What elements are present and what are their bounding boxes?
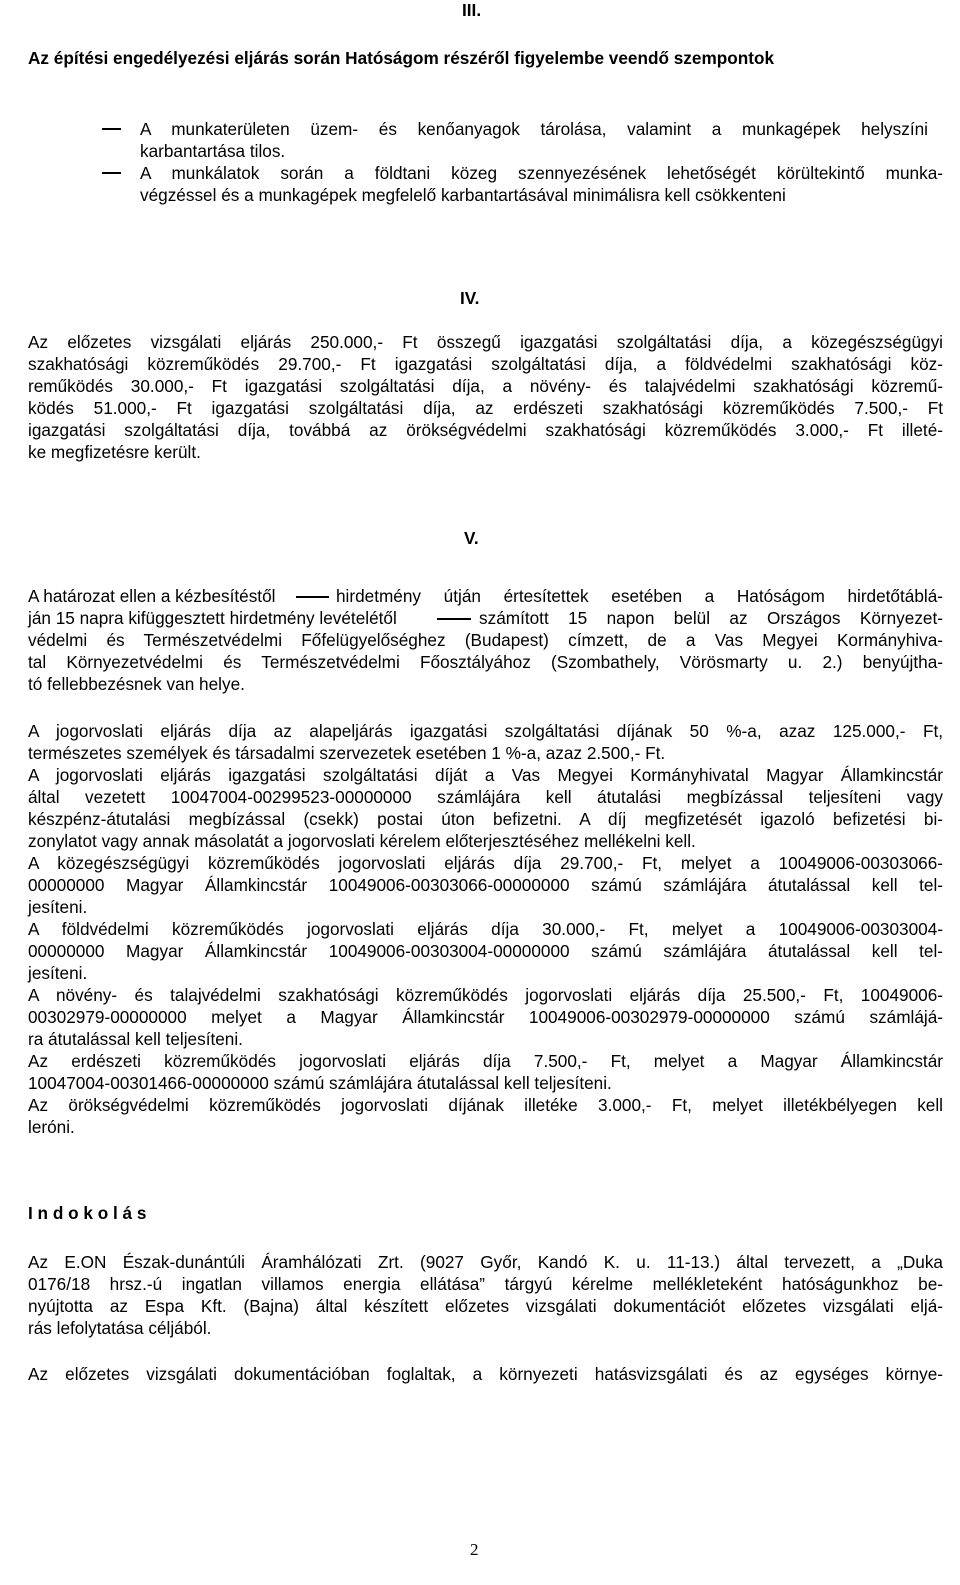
bullet-line: végzéssel és a munkagépek megfelelő karbantartásával minimálisra kell csökkenteni [140, 185, 786, 205]
indoklas-paragraph-2: Az előzetes vizsgálati dokumentációban foglaltak, a környezeti hatásvizsgálati és az egységes környe- [28, 1364, 943, 1384]
bullet-line: A munkálatok során a földtani közeg szennyezésének lehetőségét körültekintő munka- [140, 163, 943, 183]
text-line: Az erdészeti közreműködés jogorvoslati eljárás díja 7.500,- Ft, melyet a Magyar Államkincstár [28, 1051, 943, 1071]
em-dash [437, 618, 471, 620]
text-line: készpénz-átutalási megbízással (csekk) postai úton befizetni. A díj megfizetését igazoló befizetési bi- [28, 809, 943, 829]
text-line-part: számított 15 napon belül az Országos Környezet- [479, 608, 943, 628]
text-line: A jogorvoslati eljárás igazgatási szolgáltatási díját a Vas Megyei Kormányhivatal Magyar Államkincstár [28, 765, 943, 785]
text-line-part: hirdetmény útján értesítettek esetében a Hatóságom hirdetőtáblá- [336, 586, 943, 606]
text-line: tal Környezetvédelmi és Természetvédelmi Főosztályához (Szombathely, Vörösmarty u. 2.) benyújtha- [28, 652, 943, 672]
text-line: nyújtotta az Espa Kft. (Bajna) által készített előzetes vizsgálati dokumentációt előzetes vizsgálati eljá- [28, 1296, 943, 1316]
text-line: jesíteni. [28, 963, 88, 983]
section-heading-iv: IV. [460, 288, 480, 308]
text-line: A közegészségügyi közreműködés jogorvoslati eljárás díja 29.700,- Ft, melyet a 10049006-00303066- [28, 853, 943, 873]
indoklas-heading: I n d o k o l á s [28, 1203, 147, 1223]
text-line-part: ján 15 napra kifüggesztett hirdetmény levételétől [28, 608, 397, 628]
text-line: A földvédelmi közreműködés jogorvoslati eljárás díja 30.000,- Ft, melyet a 10049006-00303004- [28, 919, 943, 939]
em-dash [296, 596, 329, 598]
bullet-line: A munkaterületen üzem- és kenőanyagok tárolása, valamint a munkagépek helyszíni [140, 119, 928, 139]
text-line: reműködés 30.000,- Ft igazgatási szolgáltatási díja, a növény- és talajvédelmi szakhatósági közremű- [28, 376, 943, 396]
section-heading-iii: III. [462, 0, 482, 20]
bullet-line: karbantartása tilos. [140, 141, 286, 161]
text-line: Az örökségvédelmi közreműködés jogorvoslati díjának illetéke 3.000,- Ft, melyet illetékbélyegen kell [28, 1095, 943, 1115]
text-line: A növény- és talajvédelmi szakhatósági közreműködés jogorvoslati eljárás díja 25.500,- Ft, 10049006- [28, 985, 943, 1005]
text-line: rás lefolytatása céljából. [28, 1318, 212, 1338]
text-line: Az előzetes vizsgálati eljárás 250.000,- Ft összegű igazgatási szolgáltatási díja, a közegészségügyi [28, 332, 943, 352]
text-line: 10047004-00301466-00000000 számú számlájára átutalással kell teljesíteni. [28, 1073, 612, 1093]
text-line: leróni. [28, 1117, 75, 1137]
text-line: tó fellebbezésnek van helye. [28, 674, 245, 694]
text-line: természetes személyek és társadalmi szervezetek esetében 1 %-a, azaz 2.500,- Ft. [28, 743, 666, 763]
page-number: 2 [470, 1540, 479, 1559]
section-title-iii: Az építési engedélyezési eljárás során Hatóságom részéről figyelembe veendő szempontok [28, 48, 775, 68]
text-line-part: A határozat ellen a kézbesítéstől [28, 586, 276, 606]
text-line: 00302979-00000000 melyet a Magyar Államkincstár 10049006-00302979-00000000 számú számlájá- [28, 1007, 943, 1027]
text-line: által vezetett 10047004-00299523-00000000 számlájára kell átutalási megbízással teljesíteni vagy [28, 787, 943, 807]
text-line: A jogorvoslati eljárás díja az alapeljárás igazgatási szolgáltatási díjának 50 %-a, azaz 125.000,- Ft, [28, 721, 943, 741]
text-line: Az E.ON Észak-dunántúli Áramhálózati Zrt. (9027 Győr, Kandó K. u. 11-13.) által tervezett, a „Duka [28, 1252, 943, 1272]
text-line: szakhatósági közreműködés 29.700,- Ft igazgatási szolgáltatási díja, a földvédelmi szakhatósági köz- [28, 354, 943, 374]
text-line: jesíteni. [28, 897, 88, 917]
dash-bullet-icon [102, 128, 121, 130]
text-line: 0176/18 hrsz.-ú ingatlan villamos energia ellátása” tárgyú kérelme mellékleteként hatóságunkhoz be- [28, 1274, 943, 1294]
section-heading-v: V. [464, 528, 479, 548]
text-line: zonylatot vagy annak másolatát a jogorvoslati kérelem előterjesztéséhez mellékelni kell. [28, 831, 696, 851]
text-line: 00000000 Magyar Államkincstár 10049006-00303066-00000000 számú számlájára átutalással kell tel- [28, 875, 943, 895]
text-line: ke megfizetésre került. [28, 442, 201, 462]
dash-bullet-icon [102, 172, 121, 174]
text-line: ra átutalással kell teljesíteni. [28, 1029, 243, 1049]
text-line: ködés 51.000,- Ft igazgatási szolgáltatási díja, az erdészeti szakhatósági közreműködés 7.500,- Ft [28, 398, 943, 418]
text-line: 00000000 Magyar Államkincstár 10049006-00303004-00000000 számú számlájára átutalással kell tel- [28, 941, 943, 961]
text-line: igazgatási szolgáltatási díja, továbbá az örökségvédelmi szakhatósági közreműködés 3.000,- Ft illeté- [28, 420, 943, 440]
text-line: védelmi és Természetvédelmi Főfelügyelőséghez (Budapest) címzett, de a Vas Megyei Kormányhiva- [28, 630, 943, 650]
